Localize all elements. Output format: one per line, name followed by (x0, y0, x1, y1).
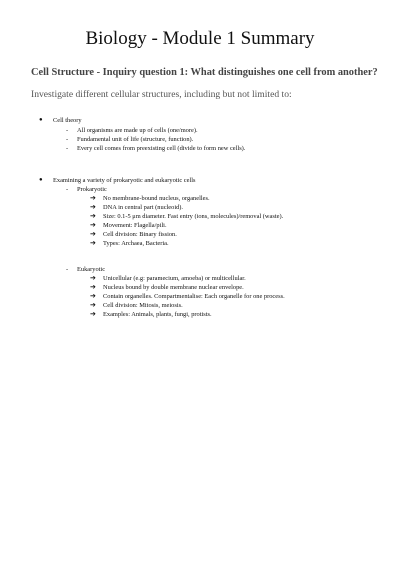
arrow-right-icon: ➔ (90, 301, 96, 309)
cell-theory-heading: Cell theory (53, 117, 82, 124)
eukaryotic-point: Examples: Animals, plants, fungi, protists. (103, 311, 212, 318)
arrow-right-icon: ➔ (90, 292, 96, 300)
prokaryotic-point: Size: 0.1-5 μm diameter. Fast entry (ions, molecules)/removal (waste). (103, 213, 284, 220)
eukaryotic-point: Nucleus bound by double membrane nuclear envelope. (103, 284, 244, 291)
bullet-icon: ● (39, 117, 43, 123)
eukaryotic-point: Cell division: Mitosis, meiosis. (103, 302, 183, 309)
prokaryotic-point: Cell division: Binary fission. (103, 231, 177, 238)
cell-theory-point: Every cell comes from preexisting cell (divide to form new cells). (77, 145, 246, 152)
arrow-right-icon: ➔ (90, 274, 96, 282)
prokaryotic-point: Movement: Flagella/pili. (103, 222, 167, 229)
eukaryotic-point: Unicellular (e.g: paramecium, amoeba) or multicellular. (103, 275, 246, 282)
arrow-right-icon: ➔ (90, 239, 96, 247)
dash-icon: - (66, 127, 69, 134)
section-heading: Cell Structure - Inquiry question 1: What distinguishes one cell from another? (31, 67, 378, 78)
cell-theory-point: All organisms are made up of cells (one/more). (77, 127, 198, 134)
eukaryotic-label: Eukaryotic (77, 266, 106, 273)
examining-heading: Examining a variety of prokaryotic and eukaryotic cells (53, 177, 196, 184)
arrow-right-icon: ➔ (90, 230, 96, 238)
arrow-right-icon: ➔ (90, 194, 96, 202)
intro-text: Investigate different cellular structures, including but not limited to: (31, 89, 292, 100)
arrow-right-icon: ➔ (90, 221, 96, 229)
prokaryotic-label: Prokaryotic (77, 186, 107, 193)
arrow-right-icon: ➔ (90, 203, 96, 211)
dash-icon: - (66, 266, 69, 273)
prokaryotic-point: Types: Archaea, Bacteria. (103, 240, 169, 247)
arrow-right-icon: ➔ (90, 283, 96, 291)
prokaryotic-point: No membrane-bound nucleus, organelles. (103, 195, 210, 202)
dash-icon: - (66, 145, 69, 152)
eukaryotic-point: Contain organelles. Compartmentalise: Each organelle for one process. (103, 293, 285, 300)
cell-theory-point: Fundamental unit of life (structure, function). (77, 136, 194, 143)
document-title: Biology - Module 1 Summary (85, 28, 315, 49)
arrow-right-icon: ➔ (90, 212, 96, 220)
dash-icon: - (66, 186, 69, 193)
prokaryotic-point: DNA in central part (nucleoid). (103, 204, 184, 211)
arrow-right-icon: ➔ (90, 310, 96, 318)
bullet-icon: ● (39, 177, 43, 183)
dash-icon: - (66, 136, 69, 143)
